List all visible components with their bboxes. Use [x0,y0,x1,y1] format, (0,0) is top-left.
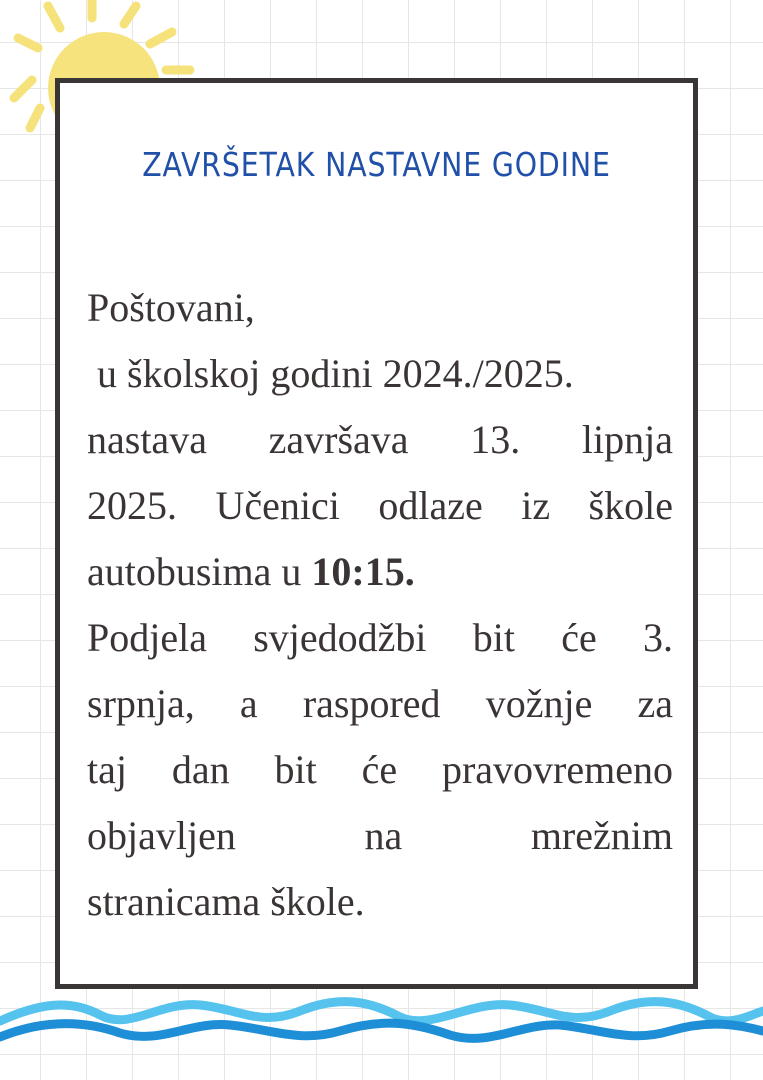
body-line: Podjela svjedodžbi bit će 3. [87,615,673,660]
body-line: objavljen na mrežnim [87,813,673,858]
body-line: u školskoj godini 2024./2025. [97,351,574,396]
notice-card [55,78,698,989]
body-line: taj dan bit će pravovremeno [87,747,673,792]
departure-time: 10:15. [311,549,415,594]
greeting-line: Poštovani, [87,285,255,330]
body-line: 2025. Učenici odlaze iz škole [87,483,673,528]
body-line: stranicama škole. [87,879,365,924]
departure-text: autobusima u [87,549,312,594]
body-line: nastava završava 13. lipnja [87,417,673,462]
notice-title: ZAVRŠETAK NASTAVNE GODINE [142,145,611,184]
notice-body [87,275,673,935]
body-line: srpnja, a raspored vožnje za [87,681,673,726]
wave-illustration [0,985,763,1055]
body-line [87,539,673,605]
